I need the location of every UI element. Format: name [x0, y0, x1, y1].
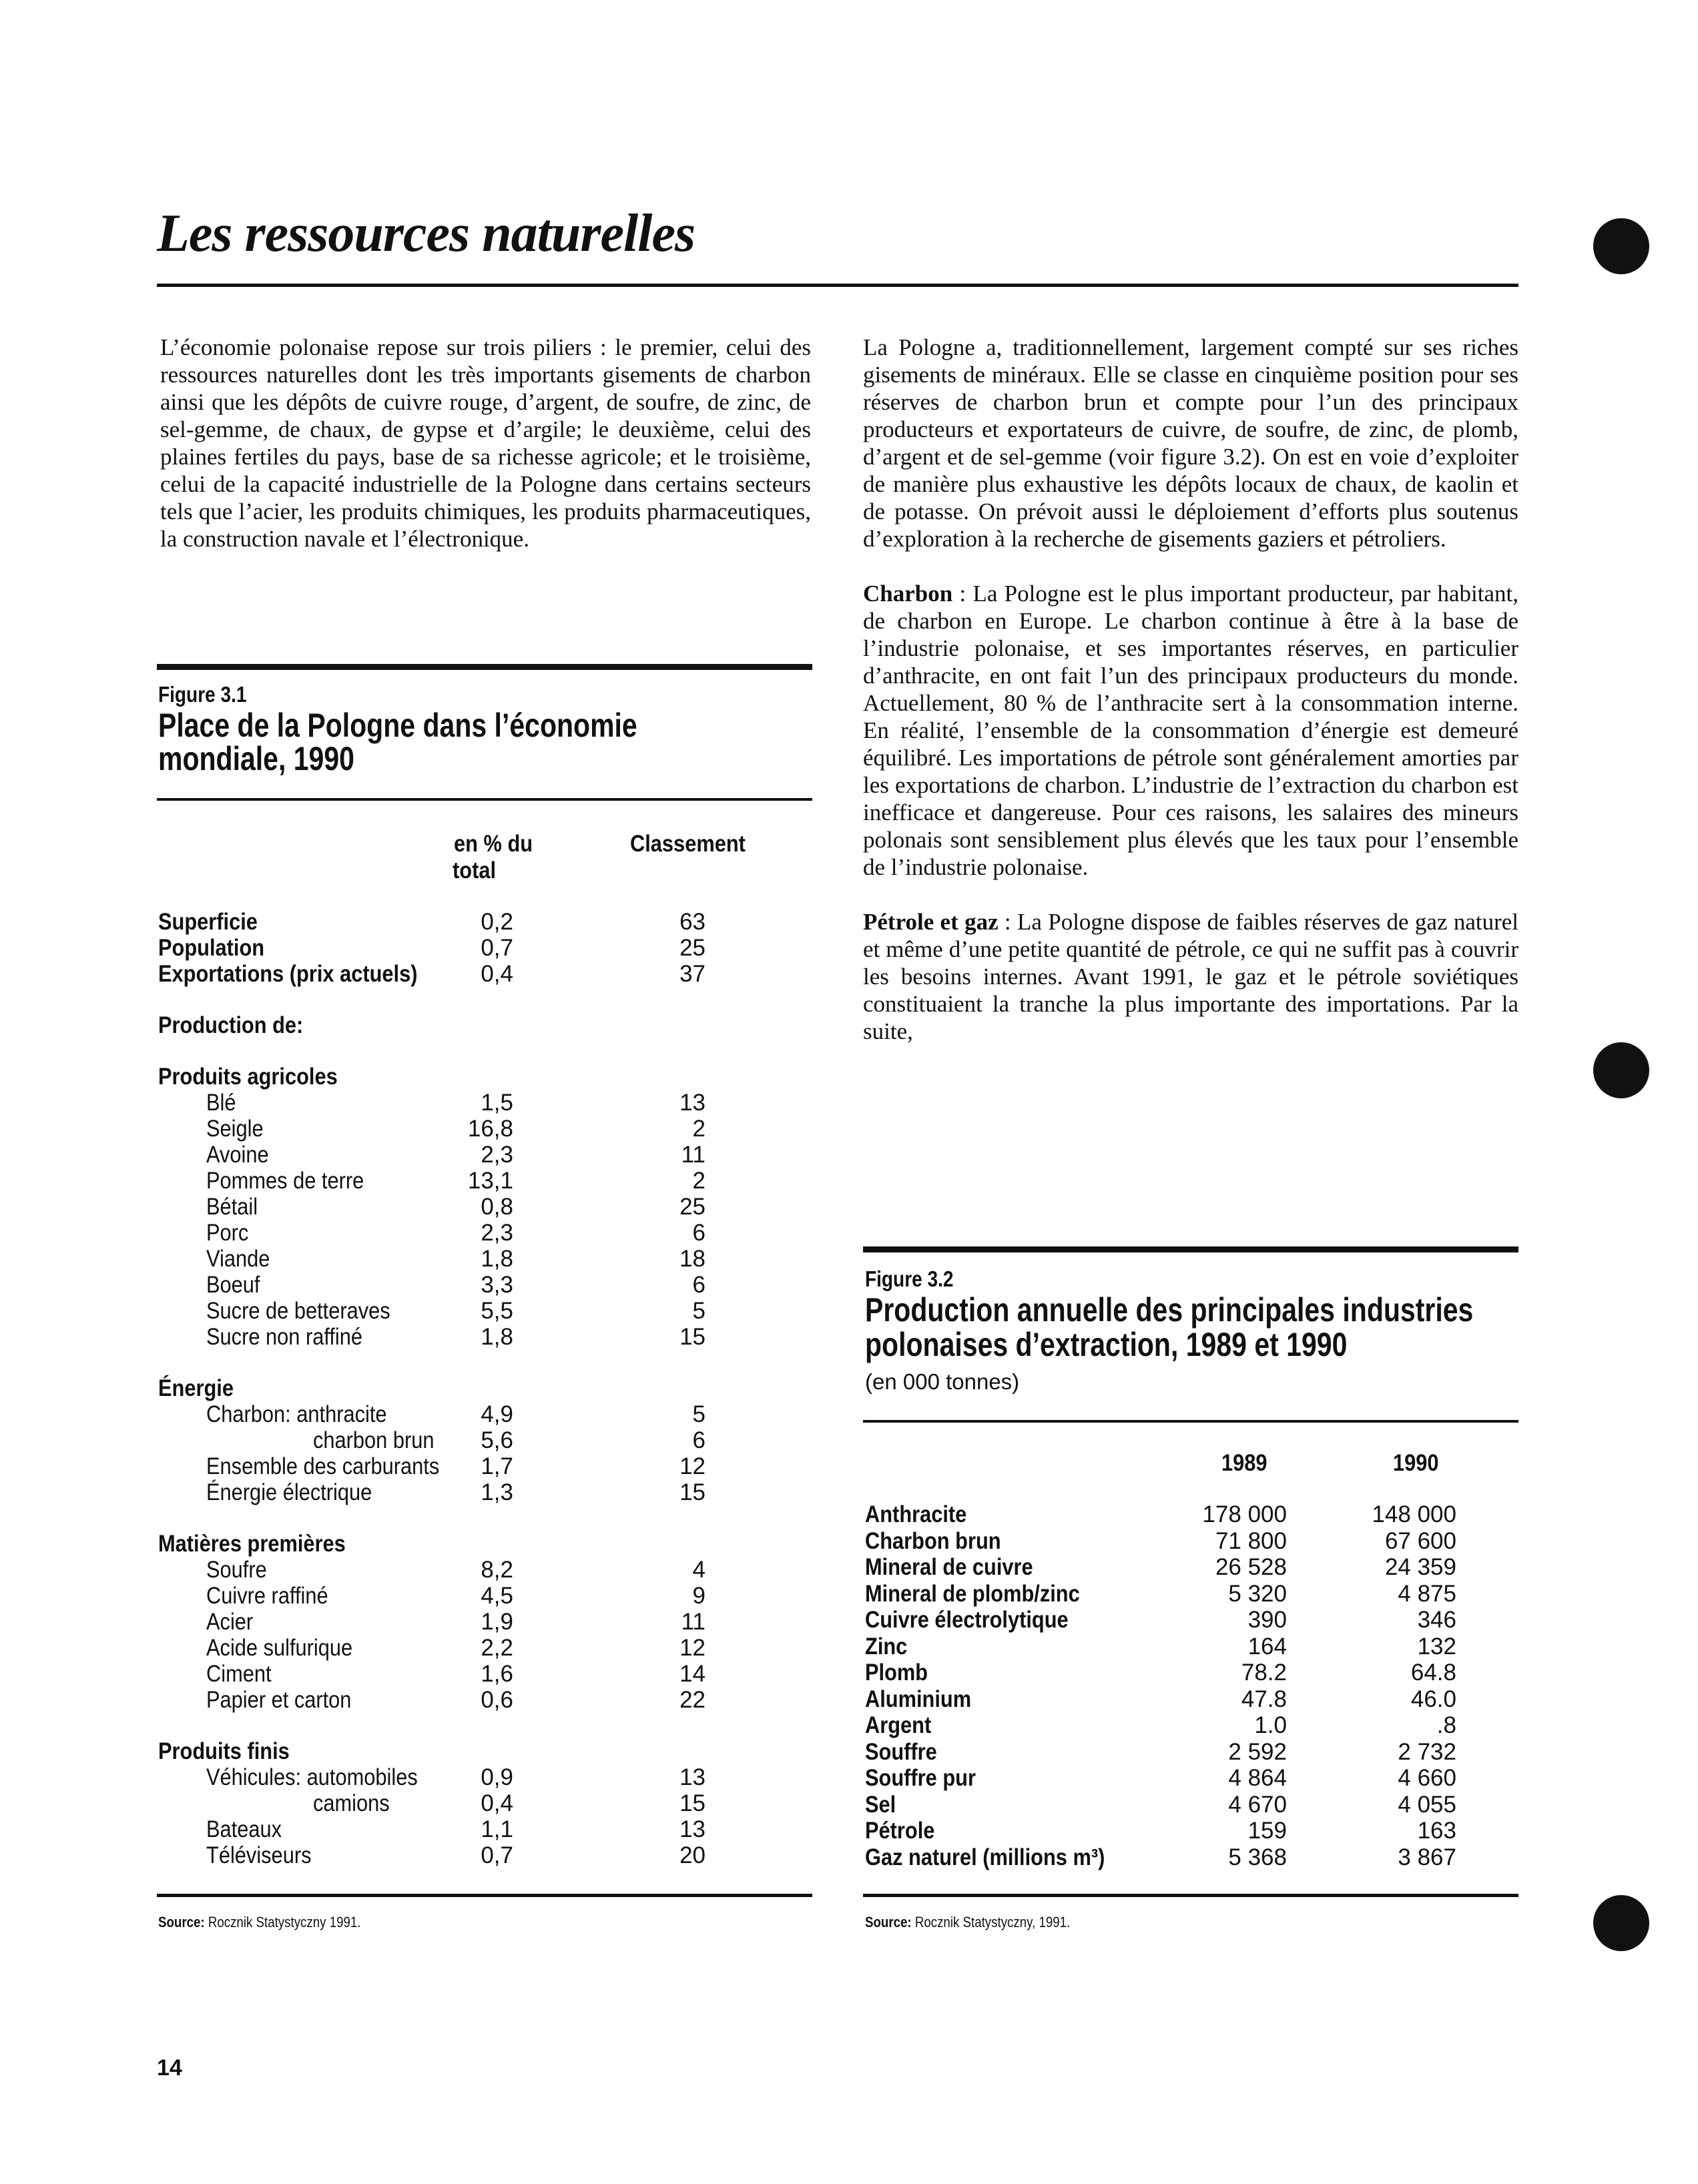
- figure2-row-1989: 164: [1247, 1633, 1287, 1660]
- figure1-row-label: Boeuf: [206, 1272, 260, 1298]
- figure2-row-1989: 159: [1247, 1818, 1287, 1844]
- figure2-bottom-rule: [863, 1894, 1518, 1897]
- figure2-row-label: Argent: [865, 1712, 932, 1738]
- figure2-title-line1: Production annuelle des principales industries: [865, 1291, 1474, 1329]
- figure1-row-pct: 2,3: [481, 1142, 513, 1168]
- figure1-row-pct: 0,4: [481, 961, 513, 987]
- title-rule: [157, 284, 1518, 287]
- paragraph-charbon-text: : La Pologne est le plus important producteur, par habitant, de charbon en Europe. Le charbon continue à être à la base de l’industrie polonaise, et ses importantes réserves, en particulier d’anthracite, en ont fait l’un des principaux producteurs du monde. Actuellement, 80 % de l’anthracite sert à la consommation interne. En réalité, l’ensemble de la consommation d’énergie est demeuré équilibré. Les importations de pétrole sont généralement amorties par les exportations de charbon. L’industrie de l’extraction du charbon est inefficace et dangereuse. Pour ces raisons, les salaires des mineurs polonais sont sensiblement plus élevés que les taux pour l’ensemble de l’industrie polonaise.: [863, 581, 1518, 880]
- figure1-row: [158, 1142, 759, 1168]
- figure2-row-1989: 178 000: [1202, 1501, 1287, 1527]
- figure2-row-1990: 67 600: [1384, 1527, 1456, 1554]
- figure2-row-label: Charbon brun: [865, 1527, 1001, 1554]
- figure1-row-pct: 2,3: [481, 1220, 513, 1246]
- figure1-row-pct: 0,7: [481, 1842, 513, 1868]
- figure1-row-rank: 14: [679, 1661, 705, 1687]
- figure1-title-line2: mondiale, 1990: [158, 740, 354, 777]
- figure1-row-pct: 8,2: [481, 1557, 513, 1583]
- figure2-row: [865, 1712, 1492, 1739]
- figure1-row-label: Acier: [206, 1609, 254, 1635]
- figure1-row-rank: 15: [679, 1324, 705, 1350]
- paragraph-petrole-text: : La Pologne dispose de faibles réserves de gaz naturel et même d’une petite quantité de pétrole, ce qui ne suffit pas à couvrir les besoins internes. Avant 1991, le gaz et le pétrole soviétiques constituaient la tranche la plus importante des importations. Par la suite,: [863, 909, 1518, 1044]
- figure2-row-1990: 132: [1417, 1633, 1456, 1660]
- figure2-row-1989: 2 592: [1228, 1738, 1287, 1765]
- figure1-row-rank: 37: [679, 961, 705, 987]
- page-number: 14: [157, 2055, 182, 2081]
- figure1-row-rank: 63: [679, 909, 705, 935]
- figure2-row-label: Sel: [865, 1791, 896, 1818]
- figure2-row-label: Souffre: [865, 1738, 937, 1765]
- margin-bullet-3: [1593, 1895, 1649, 1951]
- figure1-row: [158, 935, 759, 962]
- figure2-row-1989: 390: [1247, 1607, 1287, 1633]
- figure1-row: [158, 1764, 759, 1791]
- figure1-row-pct: 1,3: [481, 1479, 513, 1505]
- figure1-title-line1: Place de la Pologne dans l’économie: [158, 707, 637, 744]
- figure1-row-pct: 4,5: [481, 1583, 513, 1609]
- figure2-row-1989: 78.2: [1241, 1660, 1287, 1686]
- figure2-row-label: Souffre pur: [865, 1765, 976, 1791]
- figure2-row-label: Gaz naturel (millions m³): [865, 1844, 1105, 1870]
- figure1-row-label: camions: [313, 1790, 390, 1816]
- figure2-row: [865, 1633, 1492, 1660]
- figure1-row: [158, 1842, 759, 1869]
- figure1-row-rank: 22: [679, 1687, 705, 1713]
- figure1-row-rank: 12: [679, 1453, 705, 1479]
- figure1-row: [158, 1116, 759, 1142]
- figure2-row: [865, 1660, 1492, 1686]
- paragraph-petrole: [863, 908, 1518, 1045]
- figure2-row-label: Cuivre électrolytique: [865, 1607, 1069, 1633]
- figure2-row-label: Plomb: [865, 1660, 928, 1686]
- figure1-row-pct: 0,8: [481, 1194, 513, 1220]
- figure1-row-pct: 1,8: [481, 1324, 513, 1350]
- figure1-row: [158, 1609, 759, 1635]
- figure1-row-rank: 5: [692, 1298, 705, 1324]
- figure1-row-label: Acide sulfurique: [206, 1635, 353, 1661]
- figure1-row-label: Produits agricoles: [158, 1064, 338, 1090]
- figure1-title-rule: [157, 798, 812, 801]
- paragraph-resources: La Pologne a, traditionnellement, largement compté sur ses riches gisements de minéraux. Elle se classe en cinquième position pour ses réserves de charbon brun et compte pour l’un des principaux producteurs et exportateurs de cuivre, de soufre, de zinc, de plomb, d’argent et de sel-gemme (voir figure 3.2). On est en voie d’exploiter de manière plus exhaustive les dépôts locaux de chaux, de kaolin et de potasse. On prévoit aussi le déploiement d’efforts plus soutenus d’exploration à la recherche de gisements gaziers et pétroliers.: [863, 334, 1518, 552]
- figure1-row-rank: 11: [681, 1142, 705, 1168]
- figure1-row: [158, 1738, 759, 1765]
- figure1-row-pct: 1,9: [481, 1609, 513, 1635]
- figure1-row: [158, 1557, 759, 1583]
- margin-bullet-2: [1593, 1042, 1649, 1098]
- figure1-source-label: Source:: [158, 1914, 205, 1930]
- figure1-row-pct: 5,6: [481, 1427, 513, 1453]
- figure1-row-pct: 0,2: [481, 909, 513, 935]
- figure2-col-1990: 1990: [1393, 1450, 1439, 1476]
- figure1-row-label: Seigle: [206, 1116, 264, 1142]
- figure2-row-1990: 3 867: [1398, 1844, 1456, 1870]
- figure2-row-label: Zinc: [865, 1633, 908, 1660]
- figure1-row: [158, 1375, 759, 1402]
- figure1-row: [158, 1687, 759, 1714]
- figure2-row-1990: 148 000: [1372, 1501, 1456, 1527]
- figure1-top-rule: [157, 664, 812, 670]
- figure1-row-rank: 6: [692, 1272, 705, 1298]
- figure1-row-label: Superficie: [158, 909, 258, 935]
- figure1-source: [158, 1914, 360, 1931]
- figure2-row-1990: 2 732: [1398, 1738, 1456, 1765]
- figure2-row-1990: .8: [1436, 1712, 1456, 1738]
- figure2-col-1989: 1989: [1221, 1450, 1267, 1476]
- figure1-row: [158, 1479, 759, 1506]
- figure1-row-rank: 9: [692, 1583, 705, 1609]
- figure1-row-label: Produits finis: [158, 1738, 290, 1764]
- figure2-row-1989: 71 800: [1215, 1527, 1287, 1554]
- figure2-row: [865, 1818, 1492, 1844]
- figure1-row-label: Bateaux: [206, 1816, 282, 1842]
- figure1-row: [158, 1090, 759, 1116]
- figure2-title-line2: polonaises d’extraction, 1989 et 1990: [865, 1326, 1348, 1363]
- figure1-row: [158, 1324, 759, 1351]
- figure1-row-label: Sucre de betteraves: [206, 1298, 390, 1324]
- figure1-row: [158, 1220, 759, 1246]
- figure2-row-1990: 346: [1417, 1607, 1456, 1633]
- figure1-col-rank: Classement: [630, 831, 746, 857]
- figure1-row-label: Charbon: anthracite: [206, 1401, 387, 1427]
- figure1-row-pct: 1,5: [481, 1090, 513, 1116]
- figure1-row: [158, 909, 759, 936]
- figure1-row-label: Ciment: [206, 1661, 272, 1687]
- figure1-bottom-rule: [157, 1894, 812, 1897]
- figure1-row-pct: 4,9: [481, 1401, 513, 1427]
- paragraph-petrole-lead: Pétrole et gaz: [863, 909, 999, 935]
- figure2-row: [865, 1739, 1492, 1766]
- intro-paragraph: [160, 334, 811, 553]
- figure1-row: [158, 1427, 759, 1454]
- figure1-row-label: Population: [158, 935, 265, 961]
- figure1-row-rank: 25: [679, 1194, 705, 1220]
- figure2-top-rule: [863, 1246, 1518, 1252]
- figure2-row: [865, 1844, 1492, 1871]
- paragraph-charbon-lead: Charbon: [863, 581, 953, 607]
- figure1-row-label: Sucre non raffiné: [206, 1324, 363, 1350]
- figure1-row: [158, 1168, 759, 1194]
- figure1-row-rank: 13: [679, 1090, 705, 1116]
- figure2-row-label: Pétrole: [865, 1818, 935, 1844]
- figure2-label: Figure 3.2: [865, 1266, 954, 1291]
- figure1-row-label: Porc: [206, 1220, 249, 1246]
- figure2-row-1990: 4 055: [1398, 1791, 1456, 1818]
- figure1-row: [158, 1453, 759, 1480]
- figure1-label: Figure 3.1: [158, 682, 247, 707]
- figure2-table: [865, 1501, 1492, 1882]
- figure2-row-1990: 64.8: [1410, 1660, 1456, 1686]
- figure1-table: [158, 909, 759, 1883]
- figure1-row-rank: 6: [692, 1427, 705, 1453]
- figure2-row-label: Aluminium: [865, 1686, 972, 1712]
- figure1-row-pct: 1,1: [481, 1816, 513, 1842]
- figure2-row: [865, 1581, 1492, 1607]
- figure2-row-1990: 24 359: [1384, 1554, 1456, 1580]
- figure2-row: [865, 1607, 1492, 1633]
- figure1-row-label: charbon brun: [313, 1427, 435, 1453]
- figure1-row-pct: 0,9: [481, 1764, 513, 1790]
- figure1-row-label: Énergie: [158, 1375, 234, 1401]
- figure1-row-label: Véhicules: automobiles: [206, 1764, 418, 1790]
- figure2-row: [865, 1792, 1492, 1818]
- figure1-row: [158, 1012, 759, 1039]
- figure1-row-pct: 2,2: [481, 1635, 513, 1661]
- figure1-row: [158, 961, 759, 988]
- figure2-title-rule: [863, 1420, 1518, 1423]
- figure1-row-pct: 1,7: [481, 1453, 513, 1479]
- figure1-row-label: Avoine: [206, 1142, 269, 1168]
- figure1-row-rank: 13: [679, 1816, 705, 1842]
- figure1-row-label: Énergie électrique: [206, 1479, 372, 1505]
- figure1-row-pct: 16,8: [467, 1116, 513, 1142]
- figure1-row-label: Viande: [206, 1246, 270, 1272]
- figure1-row: [158, 1272, 759, 1299]
- figure1-row: [158, 1583, 759, 1609]
- figure1-row-rank: 2: [692, 1168, 705, 1194]
- margin-bullet-1: [1593, 218, 1649, 274]
- figure1-row: [158, 1298, 759, 1325]
- figure1-row-pct: 0,4: [481, 1790, 513, 1816]
- figure1-row-rank: 25: [679, 935, 705, 961]
- figure1-row-pct: 3,3: [481, 1272, 513, 1298]
- figure1-row-rank: 18: [679, 1246, 705, 1272]
- figure1-row-rank: 4: [692, 1557, 705, 1583]
- figure1-row-rank: 12: [679, 1635, 705, 1661]
- figure1-row-pct: 1,8: [481, 1246, 513, 1272]
- figure2-row-1989: 26 528: [1215, 1554, 1287, 1580]
- figure1-row: [158, 1661, 759, 1688]
- figure1-row-rank: 2: [692, 1116, 705, 1142]
- figure2-row-1989: 5 368: [1228, 1844, 1287, 1870]
- figure1-row-rank: 11: [681, 1609, 705, 1635]
- paragraph-charbon: [863, 580, 1518, 881]
- page-title: Les ressources naturelles: [157, 204, 695, 263]
- figure1-row-rank: 15: [679, 1790, 705, 1816]
- figure1-row-label: Matières premières: [158, 1531, 346, 1557]
- figure2-row-1990: 4 660: [1398, 1765, 1456, 1791]
- figure1-row-pct: 0,6: [481, 1687, 513, 1713]
- figure1-row-rank: 15: [679, 1479, 705, 1505]
- figure1-row-label: Papier et carton: [206, 1687, 352, 1713]
- figure1-row-label: Exportations (prix actuels): [158, 961, 418, 987]
- figure1-col-pct-line2: total: [453, 857, 497, 883]
- figure1-row: [158, 1246, 759, 1272]
- figure2-row-1989: 4 864: [1228, 1765, 1287, 1791]
- figure1-col-pct-line1: en % du: [454, 831, 533, 857]
- figure1-row-label: Blé: [206, 1090, 236, 1116]
- figure2-source-label: Source:: [865, 1914, 912, 1930]
- figure1-row-label: Pommes de terre: [206, 1168, 364, 1194]
- figure1-row-label: Soufre: [206, 1557, 267, 1583]
- figure2-source: [865, 1914, 1070, 1931]
- figure1-row-rank: 13: [679, 1764, 705, 1790]
- figure1-row-rank: 20: [679, 1842, 705, 1868]
- intro-text: L’économie polonaise repose sur trois piliers : le premier, celui des ressources naturelles dont les très importants gisements de charbon ainsi que les dépôts de cuivre rouge, d’argent, de soufre, de zinc, de sel-gemme, de chaux, de gypse et d’argile; le deuxième, celui des plaines fertiles du pays, base de sa richesse agricole; et le troisième, celui de la capacité industrielle de la Pologne dans certains secteurs tels que l’acier, les produits chimiques, les produits pharmaceutiques, la construction navale et l’électronique.: [160, 334, 811, 552]
- right-column-text: [863, 334, 1518, 1045]
- figure2-row: [865, 1554, 1492, 1581]
- figure2-row-1990: 4 875: [1398, 1580, 1456, 1607]
- figure2-row-1989: 5 320: [1228, 1580, 1287, 1607]
- figure2-row-label: Mineral de cuivre: [865, 1554, 1033, 1580]
- figure2-source-text: Rocznik Statystyczny, 1991.: [911, 1914, 1071, 1930]
- figure1-row: [158, 1194, 759, 1220]
- figure2-row-1989: 4 670: [1228, 1791, 1287, 1818]
- figure1-row-pct: 13,1: [467, 1168, 513, 1194]
- figure1-row-pct: 0,7: [481, 935, 513, 961]
- figure1-row-label: Téléviseurs: [206, 1842, 312, 1868]
- figure1-row: [158, 1531, 759, 1557]
- figure1-row-pct: 5,5: [481, 1298, 513, 1324]
- figure1-row-rank: 5: [692, 1401, 705, 1427]
- figure2-row: [865, 1501, 1492, 1528]
- figure2-row: [865, 1765, 1492, 1792]
- figure1-row-label: Bétail: [206, 1194, 258, 1220]
- figure1-row-pct: 1,6: [481, 1661, 513, 1687]
- figure2-row: [865, 1528, 1492, 1555]
- figure2-subtitle: (en 000 tonnes): [865, 1369, 1020, 1394]
- figure1-row-rank: 6: [692, 1220, 705, 1246]
- figure1-row-label: Ensemble des carburants: [206, 1453, 440, 1479]
- figure2-row-1989: 1.0: [1254, 1712, 1287, 1738]
- figure1-row: [158, 1816, 759, 1843]
- figure2-row-1990: 46.0: [1410, 1686, 1456, 1712]
- figure2-row-label: Mineral de plomb/zinc: [865, 1580, 1080, 1607]
- figure2-row-label: Anthracite: [865, 1501, 967, 1527]
- figure1-row: [158, 1401, 759, 1428]
- figure1-row-label: Cuivre raffiné: [206, 1583, 328, 1609]
- figure2-row-1990: 163: [1417, 1818, 1456, 1844]
- figure1-source-text: Rocznik Statystyczny 1991.: [204, 1914, 361, 1930]
- figure2-row-1989: 47.8: [1241, 1686, 1287, 1712]
- figure1-row-label: Production de:: [158, 1012, 304, 1038]
- figure1-row: [158, 1635, 759, 1662]
- figure2-row: [865, 1686, 1492, 1713]
- figure1-row: [158, 1064, 759, 1090]
- figure1-row: [158, 1790, 759, 1817]
